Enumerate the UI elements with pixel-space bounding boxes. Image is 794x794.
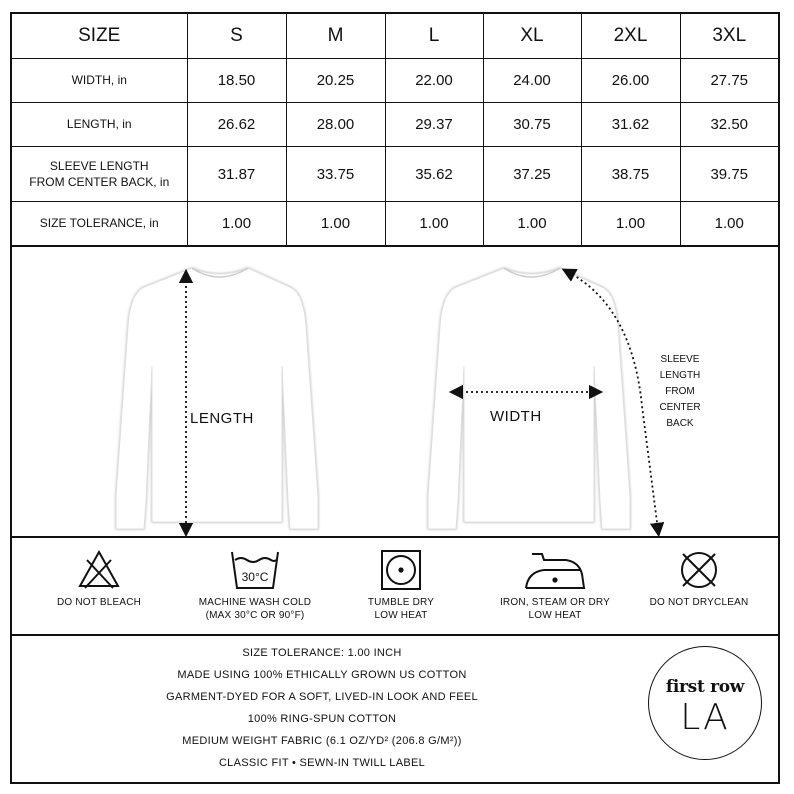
size-guide-card	[10, 12, 780, 784]
shirt-front-left	[116, 268, 318, 529]
tumble-dry-low-icon	[379, 548, 423, 592]
table-cell: 18.50	[187, 59, 286, 103]
care-item-tumble-dry	[326, 538, 476, 622]
row-label: WIDTH, in	[12, 59, 187, 103]
row-label	[12, 147, 187, 202]
header-cell: L	[385, 14, 483, 59]
table-cell: 22.00	[385, 59, 483, 103]
table-cell: 27.75	[680, 59, 778, 103]
care-label: LOW HEAT	[374, 610, 428, 621]
care-item-iron	[480, 538, 630, 622]
table-cell: 1.00	[187, 202, 286, 247]
table-cell: 1.00	[680, 202, 778, 247]
table-cell: 1.00	[385, 202, 483, 247]
sleeve-label-line: LENGTH	[659, 370, 701, 381]
sleeve-label-line: SLEEVE	[660, 354, 700, 365]
row-label: LENGTH, in	[12, 103, 187, 147]
spec-line: MEDIUM WEIGHT FABRIC (6.1 OZ/YD² (206.8 G/M²))	[182, 735, 462, 747]
table-cell: 26.62	[187, 103, 286, 147]
table-row	[12, 147, 778, 202]
care-label: MACHINE WASH COLD	[198, 597, 312, 608]
row-label-line: SLEEVE LENGTH	[49, 158, 149, 173]
header-cell: XL	[483, 14, 581, 59]
care-label: LOW HEAT	[528, 610, 582, 621]
spec-line: 100% RING-SPUN COTTON	[247, 713, 397, 725]
row-label: SIZE TOLERANCE, in	[12, 202, 187, 247]
table-cell: 24.00	[483, 59, 581, 103]
table-cell: 28.00	[286, 103, 385, 147]
width-label: WIDTH	[490, 408, 542, 425]
table-cell: 20.25	[286, 59, 385, 103]
care-label: (MAX 30°C OR 90°F)	[205, 610, 305, 621]
care-label: IRON, STEAM OR DRY	[499, 597, 611, 608]
table-cell: 31.62	[581, 103, 680, 147]
table-cell: 32.50	[680, 103, 778, 147]
header-cell: S	[187, 14, 286, 59]
table-cell: 33.75	[286, 147, 385, 202]
spec-line: MADE USING 100% ETHICALLY GROWN US COTTON	[177, 669, 467, 681]
row-label-line: FROM CENTER BACK, in	[29, 175, 170, 189]
table-cell: 1.00	[286, 202, 385, 247]
table-row	[12, 59, 778, 103]
shirt-front-right	[428, 268, 630, 529]
header-cell: 2XL	[581, 14, 680, 59]
do-not-bleach-icon	[77, 548, 121, 592]
table-cell: 38.75	[581, 147, 680, 202]
spec-line: CLASSIC FIT • SEWN-IN TWILL LABEL	[218, 757, 426, 769]
header-cell: SIZE	[12, 14, 187, 59]
care-label: DO NOT BLEACH	[56, 597, 142, 608]
wash-temp-text: 30°C	[241, 570, 269, 584]
table-cell: 1.00	[483, 202, 581, 247]
table-cell: 26.00	[581, 59, 680, 103]
machine-wash-cold-icon	[229, 548, 281, 592]
table-row	[12, 103, 778, 147]
logo-text-la: LA	[680, 697, 730, 738]
table-cell: 29.37	[385, 103, 483, 147]
sleeve-label-line: CENTER	[659, 402, 701, 413]
table-cell: 37.25	[483, 147, 581, 202]
care-label: TUMBLE DRY	[367, 597, 435, 608]
table-row	[12, 202, 778, 247]
table-cell: 31.87	[187, 147, 286, 202]
care-item-machine-wash	[180, 538, 330, 622]
header-cell: 3XL	[680, 14, 778, 59]
size-chart-header-row	[12, 14, 778, 59]
sleeve-label-line: BACK	[666, 418, 694, 429]
spec-list	[132, 642, 512, 774]
table-cell: 1.00	[581, 202, 680, 247]
spec-line: SIZE TOLERANCE: 1.00 INCH	[242, 647, 402, 659]
product-specs	[12, 634, 778, 784]
table-cell: 30.75	[483, 103, 581, 147]
table-cell: 39.75	[680, 147, 778, 202]
header-cell: M	[286, 14, 385, 59]
table-cell: 35.62	[385, 147, 483, 202]
do-not-dryclean-icon	[677, 548, 721, 592]
sleeve-length-label	[654, 352, 706, 432]
care-item-do-not-bleach	[24, 538, 174, 609]
spec-line: GARMENT-DYED FOR A SOFT, LIVED-IN LOOK AND FEEL	[166, 691, 478, 703]
care-item-do-not-dryclean	[624, 538, 774, 609]
logo-text-first-row: first row	[665, 677, 745, 697]
length-label: LENGTH	[190, 410, 254, 427]
measurement-diagram	[12, 246, 778, 536]
care-instructions	[12, 536, 778, 636]
sleeve-label-line: FROM	[665, 386, 695, 397]
care-label: DO NOT DRYCLEAN	[649, 597, 749, 608]
brand-logo	[648, 646, 762, 760]
iron-low-icon	[522, 548, 588, 592]
size-chart-table	[12, 14, 778, 247]
